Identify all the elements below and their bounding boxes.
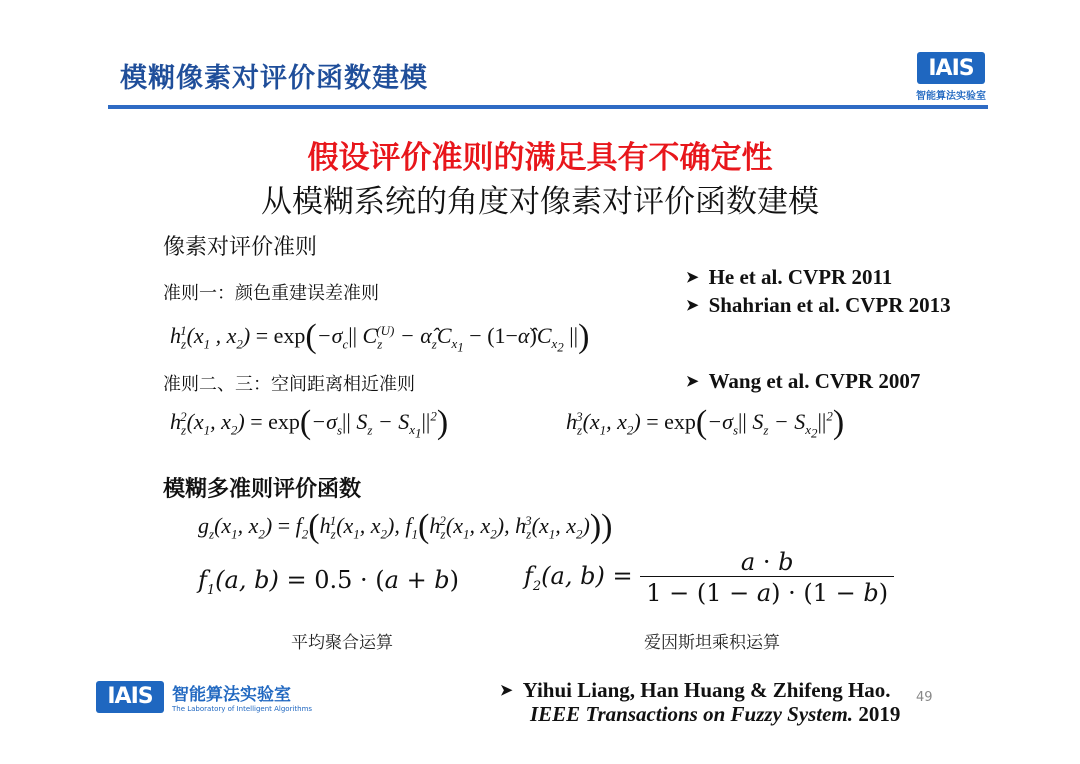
page-title: 模糊像素对评价函数建模 <box>120 63 428 94</box>
formula-h3: $h_z^3(x_1$, $x_2) = \exp(-\sigma_s||$ $S_z - S_{x_2}||^2$) <box>566 404 845 441</box>
average-aggregation-caption: 平均聚合运算 <box>291 633 393 653</box>
formula-h2: $h_z^2(x_1$, $x_2) = \exp(-\sigma_s||$ $S_z - S_{x_1}||^2$) <box>170 404 449 441</box>
logo-badge: IAIS <box>917 52 985 84</box>
footer-logo <box>96 680 312 713</box>
einstein-product-caption: 爱因斯坦乘积运算 <box>644 633 780 653</box>
headline-modeling: 从模糊系统的角度对像素对评价函数建模 <box>261 184 819 220</box>
header-divider <box>108 105 988 109</box>
reference-liang: ➤ Yihui Liang, Han Huang & Zhifeng Hao. <box>500 678 891 702</box>
reference-shahrian: ➤ Shahrian et al. CVPR 2013 <box>686 293 951 317</box>
criterion-1-label: 准则一：颜色重建误差准则 <box>163 283 379 304</box>
footer-logo-badge: IAIS <box>96 681 164 713</box>
formula-f1: $f_1(a$, b) = 0.5 · (a + b) <box>198 566 460 598</box>
reference-wang: ➤ Wang et al. CVPR 2007 <box>686 369 921 393</box>
logo-subtitle: 智能算法实验室 <box>916 91 986 102</box>
formula-h1: $h_z^1(x_1$ , $x_2) = \exp(-\sigma_c||$ $C_z^{(U)}$ − $\alphâ_zC_{x_1}$ − $(1-\alphâ)C_{x_2}$ ||) <box>170 318 590 355</box>
header-logo <box>916 52 986 102</box>
fusion-heading: 模糊多准则评价函数 <box>163 477 362 502</box>
formula-gz: $g_z(x_1$, $x_2) = f_2(h_z^1(x_1$, $x_2$), $f_1(h_z^2(x_1$, $x_2$), $h_z^3(x_1$, $x_2$))) <box>198 508 613 545</box>
criteria-heading: 像素对评价准则 <box>163 235 318 260</box>
page-number: 49 <box>916 690 933 705</box>
footer-logo-subtitle: The Laboratory of Intelligent Algorithms <box>172 705 313 713</box>
reference-liang-journal: IEEE Transactions on Fuzzy System. 2019 <box>530 702 901 726</box>
arrow-bullet-icon: ➤ <box>686 298 699 314</box>
arrow-bullet-icon: ➤ <box>686 270 699 286</box>
reference-he: ➤ He et al. CVPR 2011 <box>686 265 893 289</box>
arrow-bullet-icon: ➤ <box>686 374 699 390</box>
formula-f2: $f_2(a$, b) = $\frac{a \cdot b}{1 - (1 - a) \cdot (1 - b)}$ <box>524 548 894 607</box>
footer-logo-name: 智能算法实验室 <box>172 685 291 705</box>
arrow-bullet-icon: ➤ <box>500 683 513 699</box>
headline-hypothesis: 假设评价准则的满足具有不确定性 <box>307 140 773 176</box>
criterion-23-label: 准则二、三：空间距离相近准则 <box>163 374 415 395</box>
